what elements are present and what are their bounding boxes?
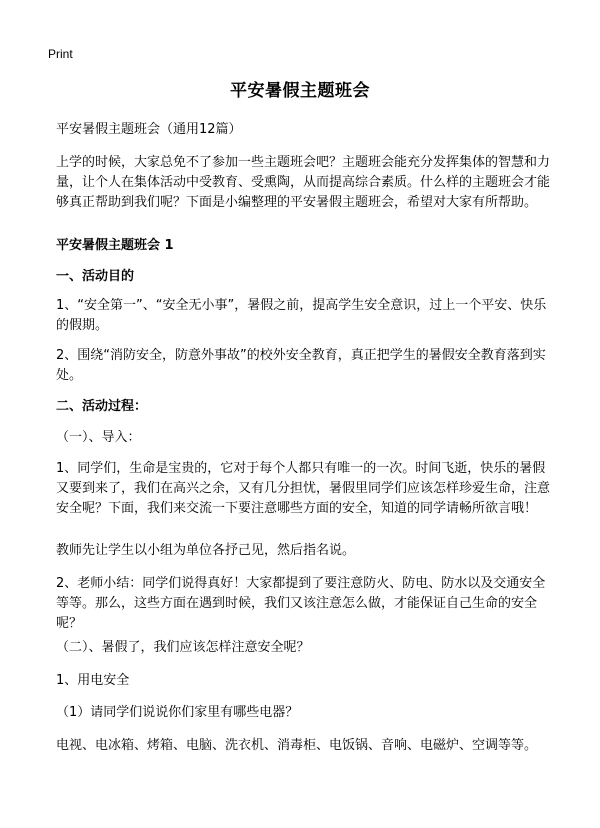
intro-item-1: 1、同学们，生命是宝贵的，它对于每个人都只有唯一的一次。时间飞逝，快乐的暑假又要到来了，我们在高兴之余，又有几分担忧，暑假里同学们应该怎样珍爱生命，注意安全呢？下面，我们来交流一下要注意哪些方面的安全，知道的同学请畅所欲言哦！ bbox=[56, 461, 551, 516]
summary-item-2: 2、老师小结：同学们说得真好！大家都提到了要注意防火、防电、防水以及交通安全等等。那么，这些方面在遇到时候，我们又该注意怎么做，才能保证自己生命的安全呢？ bbox=[56, 576, 546, 631]
intro-paragraph: 上学的时候，大家总免不了参加一些主题班会吧？主题班会能充分发挥集体的智慧和力量，让个人在集体活动中受教育、受熏陶，从而提高综合素质。什么样的主题班会才能够真正帮助到我们呢？下面是小编整理的平安暑假主题班会，希望对大家有所帮助。 bbox=[56, 155, 551, 210]
purpose-heading: 一、活动目的 bbox=[56, 269, 135, 284]
electric-heading: 1、用电安全 bbox=[56, 673, 130, 688]
part1-heading: （一）、导入： bbox=[56, 430, 141, 445]
question-item-1: （1）请同学们说说你们家里有哪些电器？ bbox=[56, 705, 299, 720]
process-heading: 二、活动过程： bbox=[56, 399, 148, 414]
section-heading: 平安暑假主题班会 1 bbox=[56, 238, 174, 253]
page-title: 平安暑假主题班会 bbox=[230, 81, 370, 101]
part2-heading: （二）、暑假了，我们应该怎样注意安全呢？ bbox=[56, 640, 310, 655]
document-subtitle: 平安暑假主题班会（通用12篇） bbox=[56, 122, 242, 137]
purpose-item-1: 1、“安全第一”、“安全无小事”，暑假之前，提高学生安全意识，过上一个平安、快乐的假期。 bbox=[56, 298, 547, 333]
print-link[interactable]: Print bbox=[48, 47, 73, 61]
appliances-list: 电视、电冰箱、烤箱、电脑、洗衣机、消毒柜、电饭锅、音响、电磁炉、空调等等。 bbox=[56, 738, 538, 753]
purpose-item-2: 2、围绕“消防安全，防意外事故”的校外安全教育，真正把学生的暑假安全教育落到实处。 bbox=[56, 348, 546, 383]
teacher-note: 教师先让学生以小组为单位各抒己见，然后指名说。 bbox=[56, 543, 356, 558]
